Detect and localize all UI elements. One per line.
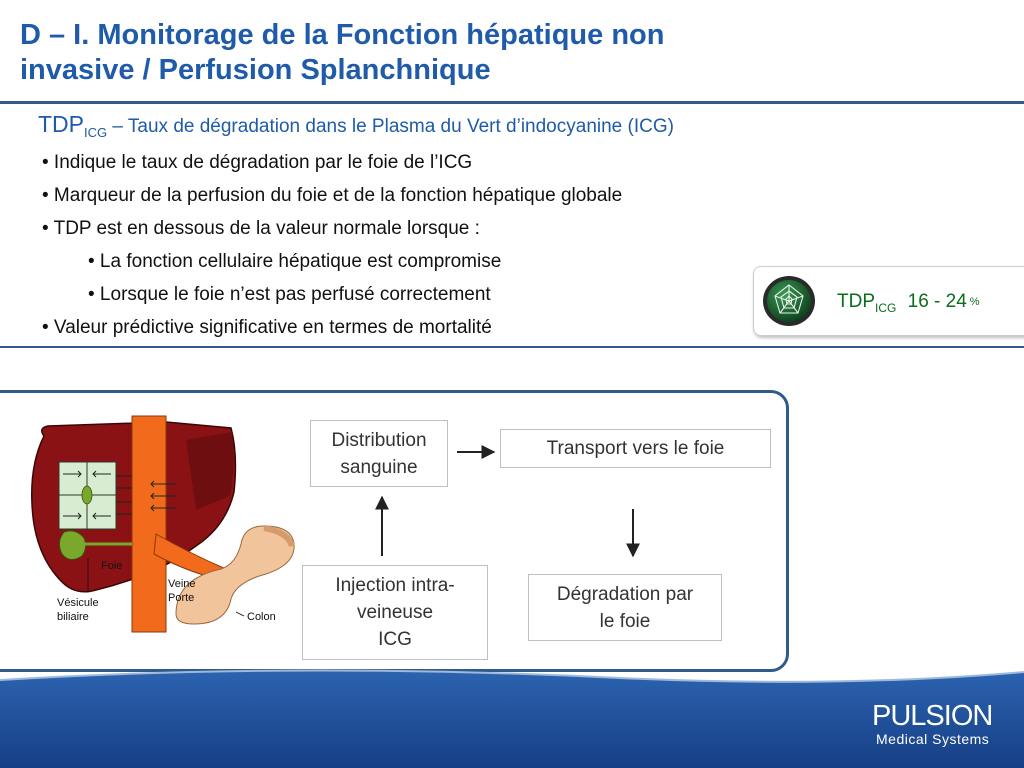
badge-sub: ICG: [875, 300, 897, 315]
sub-bullet-2: • Lorsque le foie n’est pas perfusé correctement: [88, 284, 491, 305]
page-title: [20, 18, 820, 88]
footer-band: [0, 666, 1024, 768]
box-degradation-foie: [528, 574, 722, 641]
spider-web-icon: [762, 275, 816, 327]
box-distribution-sanguine: [310, 420, 448, 487]
title-divider: [0, 101, 1024, 104]
badge-range: 16 - 24: [907, 291, 967, 312]
tdp-range-badge: [753, 266, 1024, 336]
degradation-line-1: Dégradation par: [556, 583, 694, 605]
pulsion-logo: PULSION: [872, 700, 993, 732]
content-divider: [0, 346, 1024, 348]
label-colon: Colon: [247, 611, 276, 623]
title-line-2: invasive / Perfusion Splanchnique: [20, 54, 491, 86]
bullet-4: • Valeur prédictive significative en termes de mortalité: [42, 317, 492, 338]
injection-line-1: Injection intra-: [335, 575, 455, 596]
pulsion-tagline: Medical Systems: [876, 731, 990, 747]
tdp-range-text: [837, 291, 980, 315]
box-transport-foie: [500, 429, 771, 468]
degradation-line-2: le foie: [599, 610, 651, 632]
title-line-1: D – I. Monitorage de la Fonction hépatique non: [20, 19, 665, 51]
injection-line-2: veineuse: [356, 602, 434, 623]
gallbladder: [59, 531, 85, 560]
badge-label: TDP: [837, 291, 875, 312]
tdp-sub: ICG: [84, 124, 108, 140]
bullet-1: • Indique le taux de dégradation par le foie de l’ICG: [42, 152, 473, 173]
bullet-2: • Marqueur de la perfusion du foie et de la fonction hépatique globale: [42, 185, 623, 206]
sub-bullet-1: • La fonction cellulaire hépatique est compromise: [88, 251, 502, 272]
badge-unit: %: [969, 296, 980, 308]
distribution-line-1: Distribution: [331, 429, 427, 451]
distribution-line-2: sanguine: [340, 456, 418, 478]
tdp-prefix: TDP: [38, 111, 84, 137]
label-porte: Porte: [168, 592, 195, 604]
vena-cava: [132, 416, 166, 632]
bullet-3: • TDP est en dessous de la valeur normale lorsque :: [42, 218, 480, 239]
tdp-definition: [38, 112, 674, 145]
tdp-description: – Taux de dégradation dans le Plasma du Vert d’indocyanine (ICG): [107, 116, 674, 137]
label-veine: Veine: [168, 578, 196, 590]
label-vesicule: Vésicule: [57, 597, 99, 609]
injection-line-3: ICG: [378, 629, 412, 650]
label-foie: Foie: [101, 560, 123, 572]
transport-text: Transport vers le foie: [546, 438, 725, 459]
box-injection-icg: [302, 565, 488, 660]
label-biliaire: biliaire: [57, 611, 89, 623]
